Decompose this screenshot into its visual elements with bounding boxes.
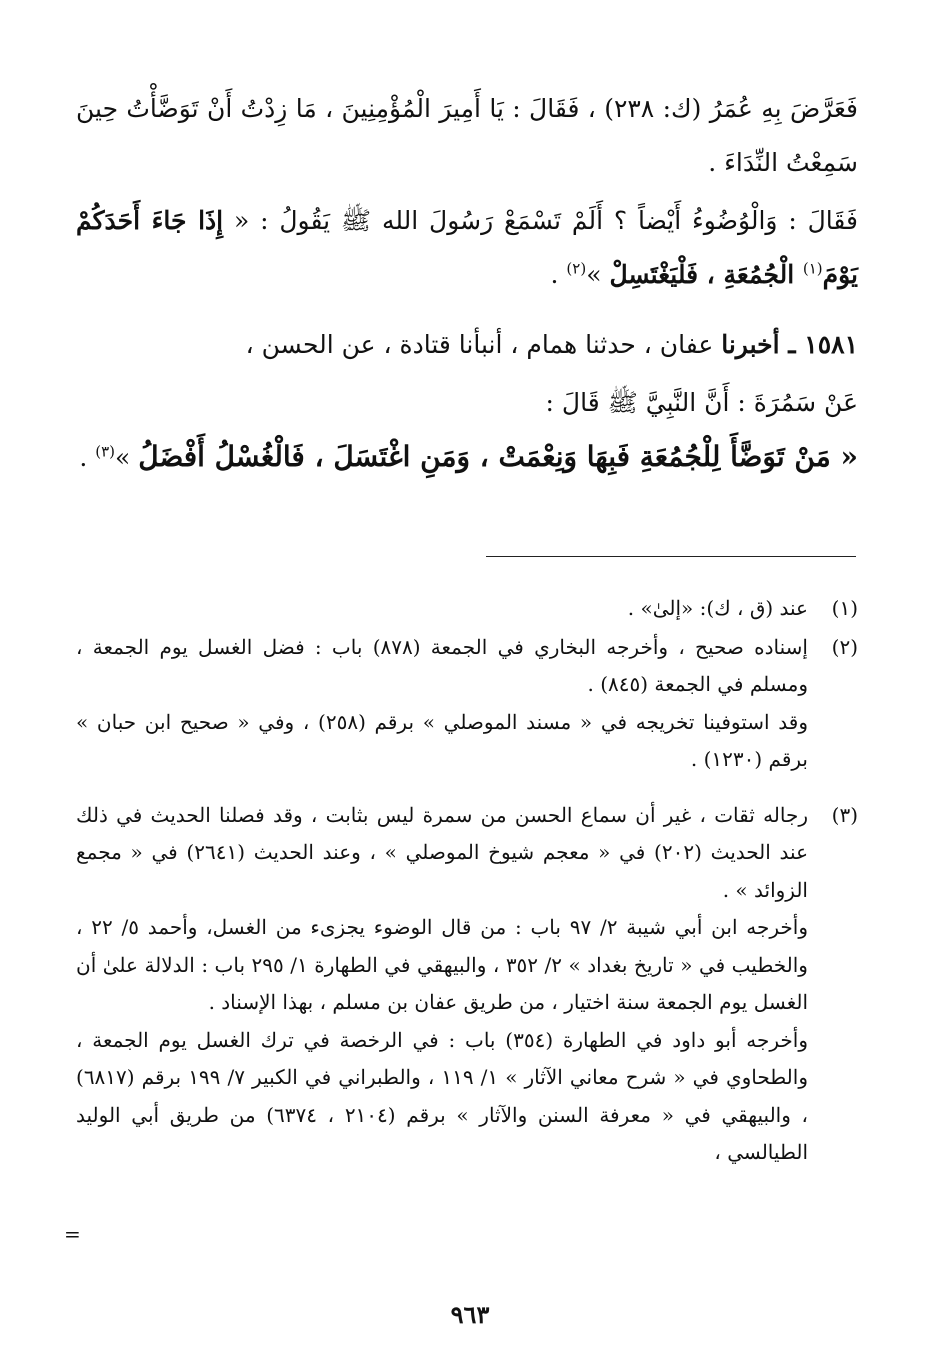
footnote-2 <box>76 629 858 779</box>
footnote-ref-2[interactable]: (٢) <box>566 259 587 278</box>
footnote-ref-1[interactable]: (١) <box>802 259 823 278</box>
narrator-line: عَنْ سَمُرَةَ : أَنَّ النَّبِيَّ ﷺ قَالَ : <box>545 388 858 417</box>
footnote-body: عند (ق ، ك): «إلىٰ» . <box>627 596 808 620</box>
footnote-number: (٢) <box>831 634 858 659</box>
main-paragraph-5 <box>76 430 858 485</box>
main-paragraph-3 <box>76 318 858 372</box>
footnote-number: (١) <box>831 596 858 620</box>
hadith-text: « مَنْ تَوَضَّأَ لِلْجُمُعَةِ فَبِهَا وَنِعْمَتْ ، وَمَنِ اغْتَسَلَ ، فَالْغُسْلُ أَفْضَلُ »$^{(٣)}$ . <box>79 440 858 473</box>
page-number: ٩٦٣ <box>450 1300 490 1329</box>
hadith-quote: فَقَالَ : وَالْوُضُوءُ أَيْضاً ؟ أَلَمْ تَسْمَعْ رَسُولَ الله ﷺ يَقُولُ : « إِذَا جَاءَ أَحَدَكُمْ يَوْمَ$^{(١)}$ الْجُمُعَةِ ، فَلْيَغْتَسِلْ »$^{(٢)}$ . <box>76 206 858 289</box>
footnotes <box>76 590 858 1172</box>
main-paragraph-2 <box>76 194 858 302</box>
footnote-body: رجاله ثقات ، غير أن سماع الحسن من سمرة ليس بثابت ، وقد فصلنا الحديث في ذلك عند الحديث (٢٠٢) في « معجم شيوخ الموصلي » ، وعند الحديث (٢٦٤١) في « مجمع الزوائد » . وأخرجه ابن أبي شيبة ٢/ ٩٧ باب : من قال الوضوء يجزىء من الغسل، وأحمد ٥/ ٢٢ ، والخطيب في « تاريخ بغداد » ٢/ ٣٥٢ ، والبيهقي في الطهارة ١/ ٢٩٥ باب : الدلالة علىٰ أن الغسل يوم الجمعة سنة اختيار ، من طريق عفان بن مسلم ، بهذا الإسناد . وأخرجه أبو داود في الطهارة (٣٥٤) باب : في الرخصة في ترك الغسل يوم الجمعة ، والطحاوي في « شرح معاني الآثار » ١/ ١١٩ ، والطبراني في الكبير ٧/ ١٩٩ برقم (٦٨١٧) ، والبيهقي في « معرفة السنن والآثار » برقم (٢١٠٤ ، ٦٣٧٤) من طريق أبي الوليد الطيالسي ، <box>76 802 809 1164</box>
main-paragraph-4 <box>76 376 858 430</box>
hadith-number: ١٥٨١ ـ أخبرنا <box>721 330 858 359</box>
footnote-separator <box>486 556 856 557</box>
main-paragraph-1 <box>76 82 858 190</box>
hadith-chain: ١٥٨١ ـ أخبرنا عفان ، حدثنا همام ، أنبأنا قتادة ، عن الحسن ، <box>245 330 858 359</box>
footnote-1 <box>76 590 858 628</box>
footnote-ref-3[interactable]: (٣) <box>95 442 116 461</box>
footnote-body: إسناده صحيح ، وأخرجه البخاري في الجمعة (٨٧٨) باب : فضل الغسل يوم الجمعة ، ومسلم في الجمعة (٨٤٥) . وقد استوفينا تخريجه في « مسند الموصلي » برقم (٢٥٨) ، وفي « صحيح ابن حبان » برقم (١٢٣٠) . <box>76 634 808 771</box>
footnote-3 <box>76 797 858 1172</box>
narration-text: فَعَرَّضَ بِهِ عُمَرُ (ك: ٢٣٨) ، فَقَالَ : يَا أَمِيرَ الْمُؤْمِنِينَ ، مَا زِدْتُ أَنْ تَوَضَّأْتُ حِينَ سَمِعْتُ النِّدَاءَ . <box>76 94 858 177</box>
continuation-mark: = <box>64 1222 81 1246</box>
footnote-number: (٣) <box>831 802 858 827</box>
